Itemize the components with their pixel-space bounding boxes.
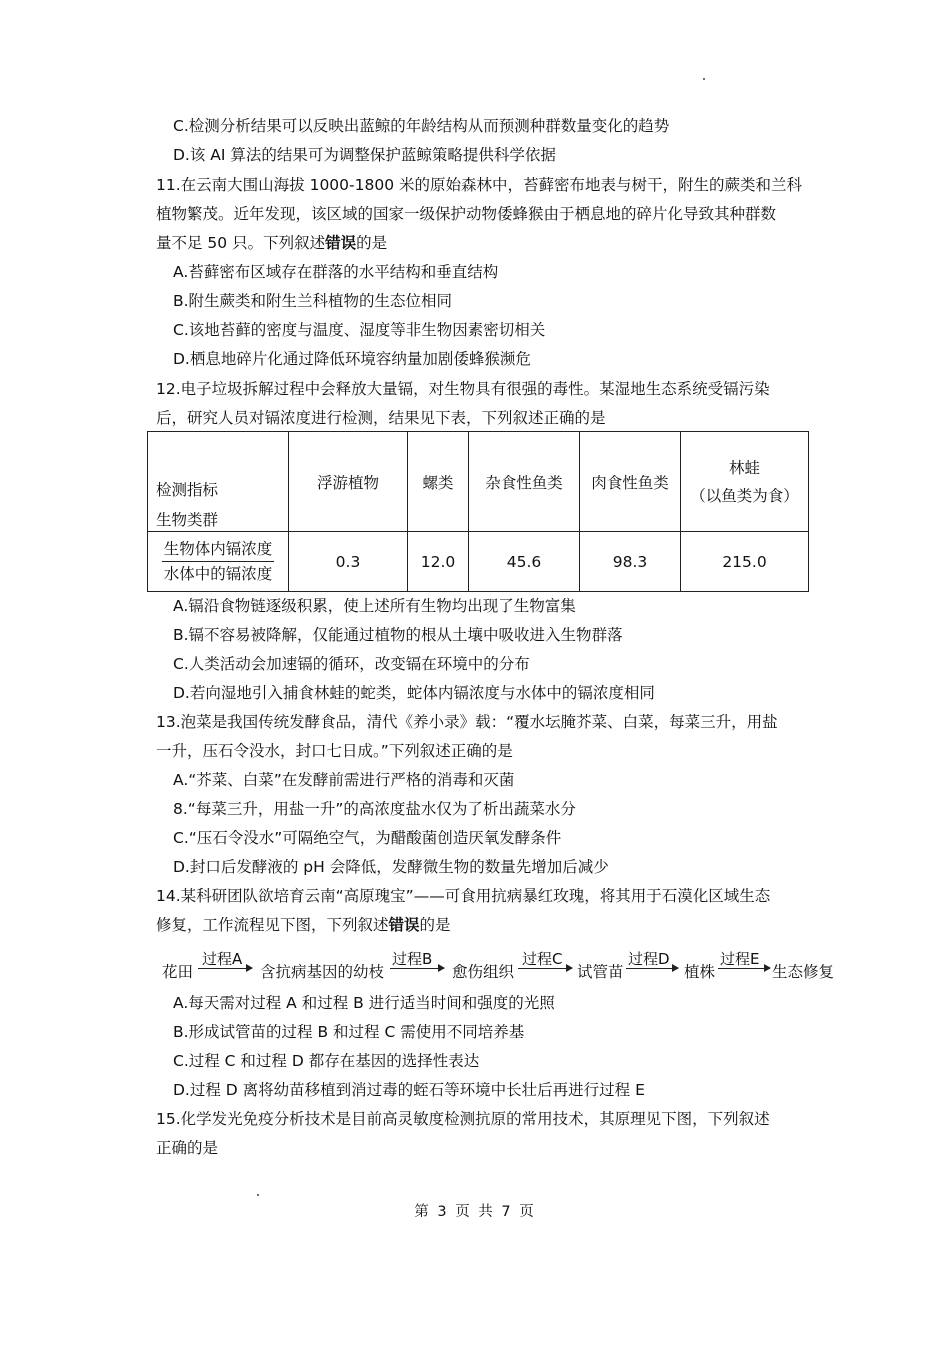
question-12-line-1: 12.电子垃圾拆解过程中会释放大量镉，对生物具有很强的毒性。某湿地生态系统受镉污染: [156, 380, 770, 398]
question-14-line-1: 14.某科研团队欲培育云南“高原瑰宝”——可食用抗病暴红玫瑰，将其用于石漠化区域生态: [156, 887, 771, 905]
question-14-line-2: [156, 914, 451, 936]
question-12-line-2: 后，研究人员对镉浓度进行检测，结果见下表，下列叙述正确的是: [156, 409, 606, 427]
cadmium-table: [147, 431, 809, 592]
question-13-option-a: A.“芥菜、白菜”在发酵前需进行严格的消毒和灭菌: [173, 771, 515, 789]
table-header-corner: [148, 432, 289, 532]
col-header-carnivorous-fish: 肉食性鱼类: [580, 432, 681, 532]
table-cell: 98.3: [580, 532, 681, 592]
question-12-option-b: B.镉不容易被降解，仅能通过植物的根从土壤中吸收进入生物群落: [173, 626, 623, 644]
question-11-line-2: 植物繁茂。近年发现，该区域的国家一级保护动物倭蜂猴由于栖息地的碎片化导致其种群数: [156, 205, 777, 223]
ratio-numerator: 生物体内镉浓度: [162, 537, 275, 562]
option-d-text: D.该 AI 算法的结果可为调整保护蓝鲸策略提供科学依据: [173, 146, 556, 164]
question-12-option-a: A.镉沿食物链逐级积累，使上述所有生物均出现了生物富集: [173, 597, 576, 615]
question-12-option-d: D.若向湿地引入捕食林蛙的蛇类，蛇体内镉浓度与水体中的镉浓度相同: [173, 684, 655, 702]
question-13-line-1: 13.泡菜是我国传统发酵食品，清代《养小录》载：“覆水坛腌芥菜、白菜，每菜三升，用盐: [156, 713, 778, 731]
question-14-stem-end: 的是: [419, 916, 451, 934]
table-cell: 0.3: [289, 532, 408, 592]
flow-label-e: 过程E: [720, 950, 760, 968]
col-header-plankton: 浮游植物: [289, 432, 408, 532]
table-cell: 45.6: [469, 532, 580, 592]
table-cell: 215.0: [681, 532, 809, 592]
col-header-snails: 螺类: [408, 432, 469, 532]
flow-node-plant: 植株: [684, 963, 716, 981]
flow-node-branch: 含抗病基因的幼枝: [260, 963, 385, 981]
question-12-option-c: C.人类活动会加速镉的循环，改变镉在环境中的分布: [173, 655, 530, 673]
question-13-option-d: D.封口后发酵液的 pH 会降低，发酵微生物的数量先增加后减少: [173, 858, 609, 876]
question-11-stem-end: 的是: [356, 234, 388, 252]
question-14-option-b: B.形成试管苗的过程 B 和过程 C 需使用不同培养基: [173, 1023, 525, 1041]
question-11-option-c: C.该地苔藓的密度与温度、湿度等非生物因素密切相关: [173, 321, 546, 339]
flow-label-a: 过程A: [202, 950, 243, 968]
question-15-line-2: 正确的是: [156, 1139, 219, 1157]
question-15-line-1: 15.化学发光免疫分析技术是目前高灵敏度检测抗原的常用技术，其原理见下图，下列叙述: [156, 1110, 770, 1128]
question-13-option-b: 8.“每菜三升，用盐一升”的高浓度盐水仅为了析出蔬菜水分: [173, 800, 576, 818]
page-footer: 第 3 页 共 7 页: [414, 1204, 536, 1220]
ratio-denominator: 水体中的镉浓度: [163, 565, 273, 583]
flow-node-field: 花田: [162, 963, 194, 981]
flow-arrow: [718, 968, 770, 969]
question-11-option-a: A.苔藓密布区域存在群落的水平结构和垂直结构: [173, 263, 499, 281]
flow-node-callus: 愈伤组织: [452, 963, 515, 981]
scan-dot: [703, 78, 705, 80]
frog-label: 林蛙: [728, 458, 760, 477]
question-11-line-1: 11.在云南大围山海拔 1000-1800 米的原始森林中，苔藓密布地表与树干，附生的蕨类和兰科: [156, 176, 802, 194]
row-label-ratio: [148, 532, 289, 592]
flow-arrow: [626, 968, 678, 969]
question-11-emphasis: 错误: [325, 234, 357, 252]
question-14-stem: 修复，工作流程见下图，下列叙述: [156, 916, 389, 934]
col-header-frog: [681, 432, 809, 532]
question-11-option-b: B.附生蕨类和附生兰科植物的生态位相同: [173, 292, 453, 310]
flow-arrow: [518, 968, 572, 969]
process-flow-diagram: [162, 948, 842, 988]
flow-arrow: [198, 968, 252, 969]
question-11-line-3: [156, 232, 387, 254]
flow-label-c: 过程C: [522, 950, 563, 968]
flow-node-seedling: 试管苗: [577, 963, 624, 981]
col-header-omnivorous-fish: 杂食性鱼类: [469, 432, 580, 532]
question-11-stem: 量不足 50 只。下列叙述: [156, 234, 326, 252]
frog-note: （以鱼类为食）: [690, 486, 799, 505]
question-14-emphasis: 错误: [388, 916, 420, 934]
flow-arrow: [390, 968, 444, 969]
flow-node-restoration: 生态修复: [772, 963, 835, 981]
option-c-text: C.检测分析结果可以反映出蓝鲸的年龄结构从而预测种群数量变化的趋势: [173, 117, 670, 135]
flow-label-b: 过程B: [392, 950, 433, 968]
question-13-line-2: 一升，压石令没水，封口七日成。”下列叙述正确的是: [156, 742, 513, 760]
question-11-option-d: D.栖息地碎片化通过降低环境容纳量加剧倭蜂猴濒危: [173, 350, 531, 368]
question-13-option-c: C.“压石令没水”可隔绝空气，为醋酸菌创造厌氧发酵条件: [173, 829, 562, 847]
table-cell: 12.0: [408, 532, 469, 592]
scan-dot: [257, 1194, 259, 1196]
question-14-option-c: C.过程 C 和过程 D 都存在基因的选择性表达: [173, 1052, 480, 1070]
header-group: 生物类群: [156, 511, 219, 529]
question-14-option-d: D.过程 D 离将幼苗移植到消过毒的蛭石等环境中长壮后再进行过程 E: [173, 1081, 645, 1099]
header-indicator: 检测指标: [156, 481, 219, 499]
question-14-option-a: A.每天需对过程 A 和过程 B 进行适当时间和强度的光照: [173, 994, 555, 1012]
flow-label-d: 过程D: [628, 950, 670, 968]
